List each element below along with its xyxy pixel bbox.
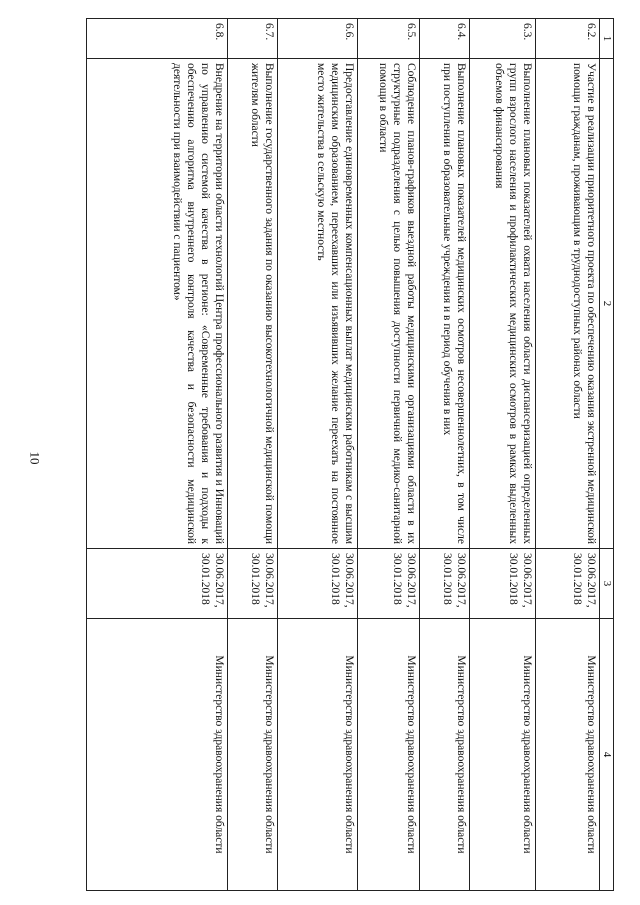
header-cell: 2 [599, 59, 613, 549]
header-cell: 3 [599, 549, 613, 619]
row-number: 6.2. [535, 19, 599, 59]
row-deadline: 30.06.2017, 30.01.2018 [227, 549, 277, 619]
rotated-table-container [86, 18, 614, 890]
row-description: Выполнение плановых показателей медицинских осмотров несовершеннолетних, в том числе при поступлении в образовательные учреждения и в период обучения в них [419, 59, 469, 549]
row-responsible: Министерство здравоохранения области [419, 619, 469, 891]
row-responsible: Министерство здравоохранения области [469, 619, 535, 891]
row-responsible: Министерство здравоохранения области [535, 619, 599, 891]
table-row [469, 19, 535, 891]
row-number: 6.6. [277, 19, 357, 59]
table-row [87, 19, 228, 891]
row-number: 6.8. [87, 19, 228, 59]
row-number: 6.7. [227, 19, 277, 59]
row-description: Внедрение на территории области технологий Центра профессионального развития и Инноваций по управлению системой качества в регионе: «Современные требования и подходы к обеспечению алгоритма внутреннего контроля качества и безопасности медицинской деятельности при взаимодействии с пациентом» [87, 59, 228, 549]
table-row [227, 19, 277, 891]
row-description: Предоставление единовременных компенсационных выплат медицинским работникам с высшим медицинским образованием, переехавших или изъявивших желание переехать на постоянное место жительства в сельскую местность [277, 59, 357, 549]
row-description: Участие в реализации приоритетного проекта по обеспечению оказания экстренной медицинской помощи гражданам, проживающим в труднодоступных районах области [535, 59, 599, 549]
table-row [535, 19, 599, 891]
row-deadline: 30.06.2017, 30.01.2018 [535, 549, 599, 619]
row-description: Выполнение государственного задания по оказанию высокотехнологичной медицинской помощи жителям области [227, 59, 277, 549]
row-responsible: Министерство здравоохранения области [277, 619, 357, 891]
table-row [357, 19, 419, 891]
row-number: 6.5. [357, 19, 419, 59]
row-deadline: 30.06.2017, 30.01.2018 [87, 549, 228, 619]
row-number: 6.3. [469, 19, 535, 59]
row-deadline: 30.06.2017, 30.01.2018 [357, 549, 419, 619]
row-deadline: 30.06.2017, 30.01.2018 [419, 549, 469, 619]
row-description: Выполнение плановых показателей охвата населения области диспансеризацией определенных групп взрослого населения и профилактических медицинских осмотров в рамках выделенных объемов финансирования [469, 59, 535, 549]
row-deadline: 30.06.2017, 30.01.2018 [469, 549, 535, 619]
header-row [599, 19, 613, 891]
plan-table [86, 18, 614, 891]
row-responsible: Министерство здравоохранения области [357, 619, 419, 891]
row-number: 6.4. [419, 19, 469, 59]
document-page [86, 18, 614, 890]
header-cell: 1 [599, 19, 613, 59]
row-responsible: Министерство здравоохранения области [87, 619, 228, 891]
row-description: Соблюдение планов-графиков выездной работы медицинскими организациями области в их структурные подразделения с целью повышения доступности первичной медико-санитарной помощи в области [357, 59, 419, 549]
header-cell: 4 [599, 619, 613, 891]
table-row [419, 19, 469, 891]
row-deadline: 30.06.2017, 30.01.2018 [277, 549, 357, 619]
row-responsible: Министерство здравоохранения области [227, 619, 277, 891]
table-row [277, 19, 357, 891]
page-number: 10 [27, 451, 43, 465]
